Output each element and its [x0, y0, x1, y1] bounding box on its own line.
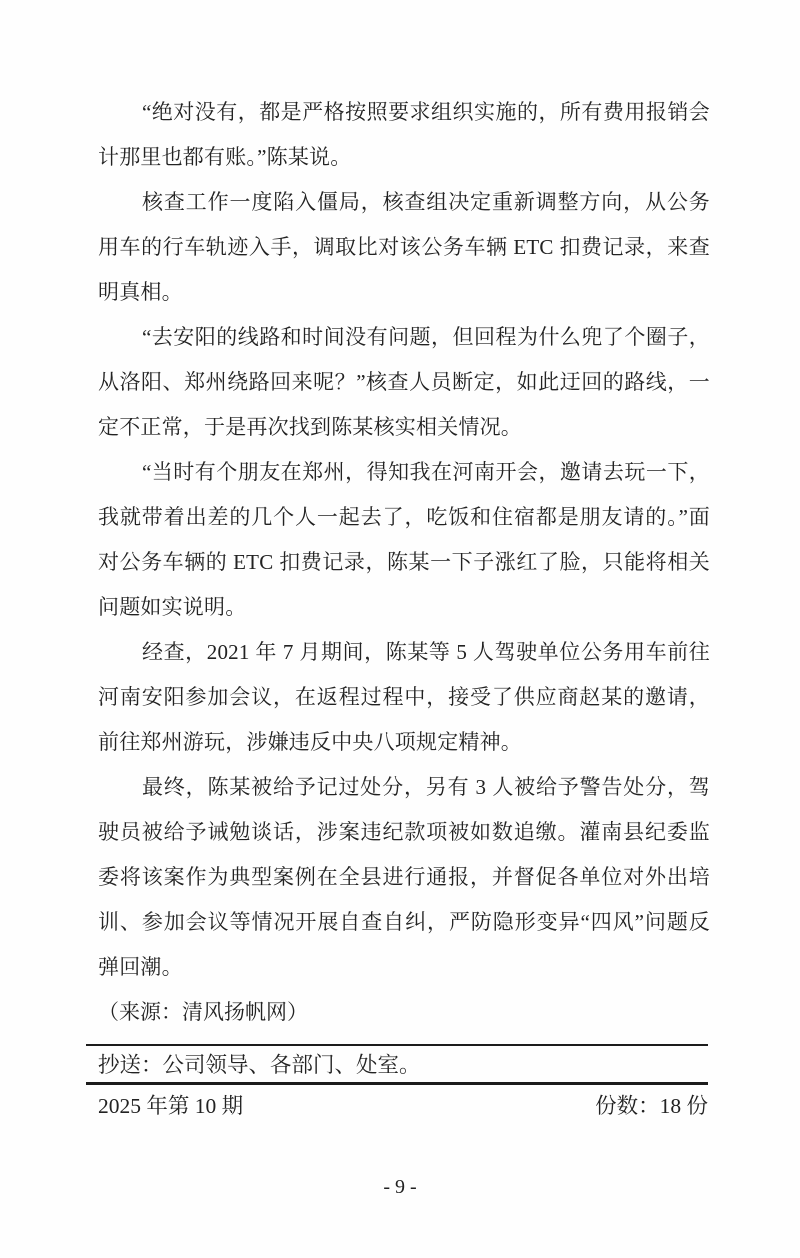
body-paragraph: “去安阳的线路和时间没有问题，但回程为什么兜了个圈子，从洛阳、郑州绕路回来呢？”核查人员断定，如此迂回的路线，一定不正常，于是再次找到陈某核实相关情况。: [98, 325, 710, 439]
cc-divider-top: [86, 1044, 708, 1046]
body-paragraph: 最终，陈某被给予记过处分，另有 3 人被给予警告处分，驾驶员被给予诫勉谈话，涉案违纪款项被如数追缴。灌南县纪委监委将该案作为典型案例在全县进行通报，并督促各单位对外出培训、参加会议等情况开展自查自纠，严防隐形变异“四风”问题反弹回潮。: [98, 775, 710, 979]
body-paragraph: “绝对没有，都是严格按照要求组织实施的，所有费用报销会计那里也都有账。”陈某说。: [98, 100, 710, 169]
document-body: [98, 90, 710, 1035]
issue-row: [98, 1092, 708, 1120]
copies-count: 份数：18 份: [595, 1094, 708, 1118]
source-attribution: （来源：清风扬帆网）: [98, 1000, 308, 1024]
page-number: - 9 -: [383, 1176, 417, 1198]
body-paragraph: 经查，2021 年 7 月期间，陈某等 5 人驾驶单位公务用车前往河南安阳参加会议，在返程过程中，接受了供应商赵某的邀请，前往郑州游玩，涉嫌违反中央八项规定精神。: [98, 640, 710, 754]
cc-divider-bottom: [86, 1082, 708, 1085]
issue-number: 2025 年第 10 期: [98, 1094, 244, 1118]
cc-line: 抄送：公司领导、各部门、处室。: [98, 1053, 421, 1077]
body-paragraph: 核查工作一度陷入僵局，核查组决定重新调整方向，从公务用车的行车轨迹入手，调取比对该公务车辆 ETC 扣费记录，来查明真相。: [98, 190, 710, 304]
body-paragraph: “当时有个朋友在郑州，得知我在河南开会，邀请去玩一下，我就带着出差的几个人一起去了，吃饭和住宿都是朋友请的。”面对公务车辆的 ETC 扣费记录，陈某一下子涨红了脸，只能将相关问题如实说明。: [98, 460, 710, 619]
